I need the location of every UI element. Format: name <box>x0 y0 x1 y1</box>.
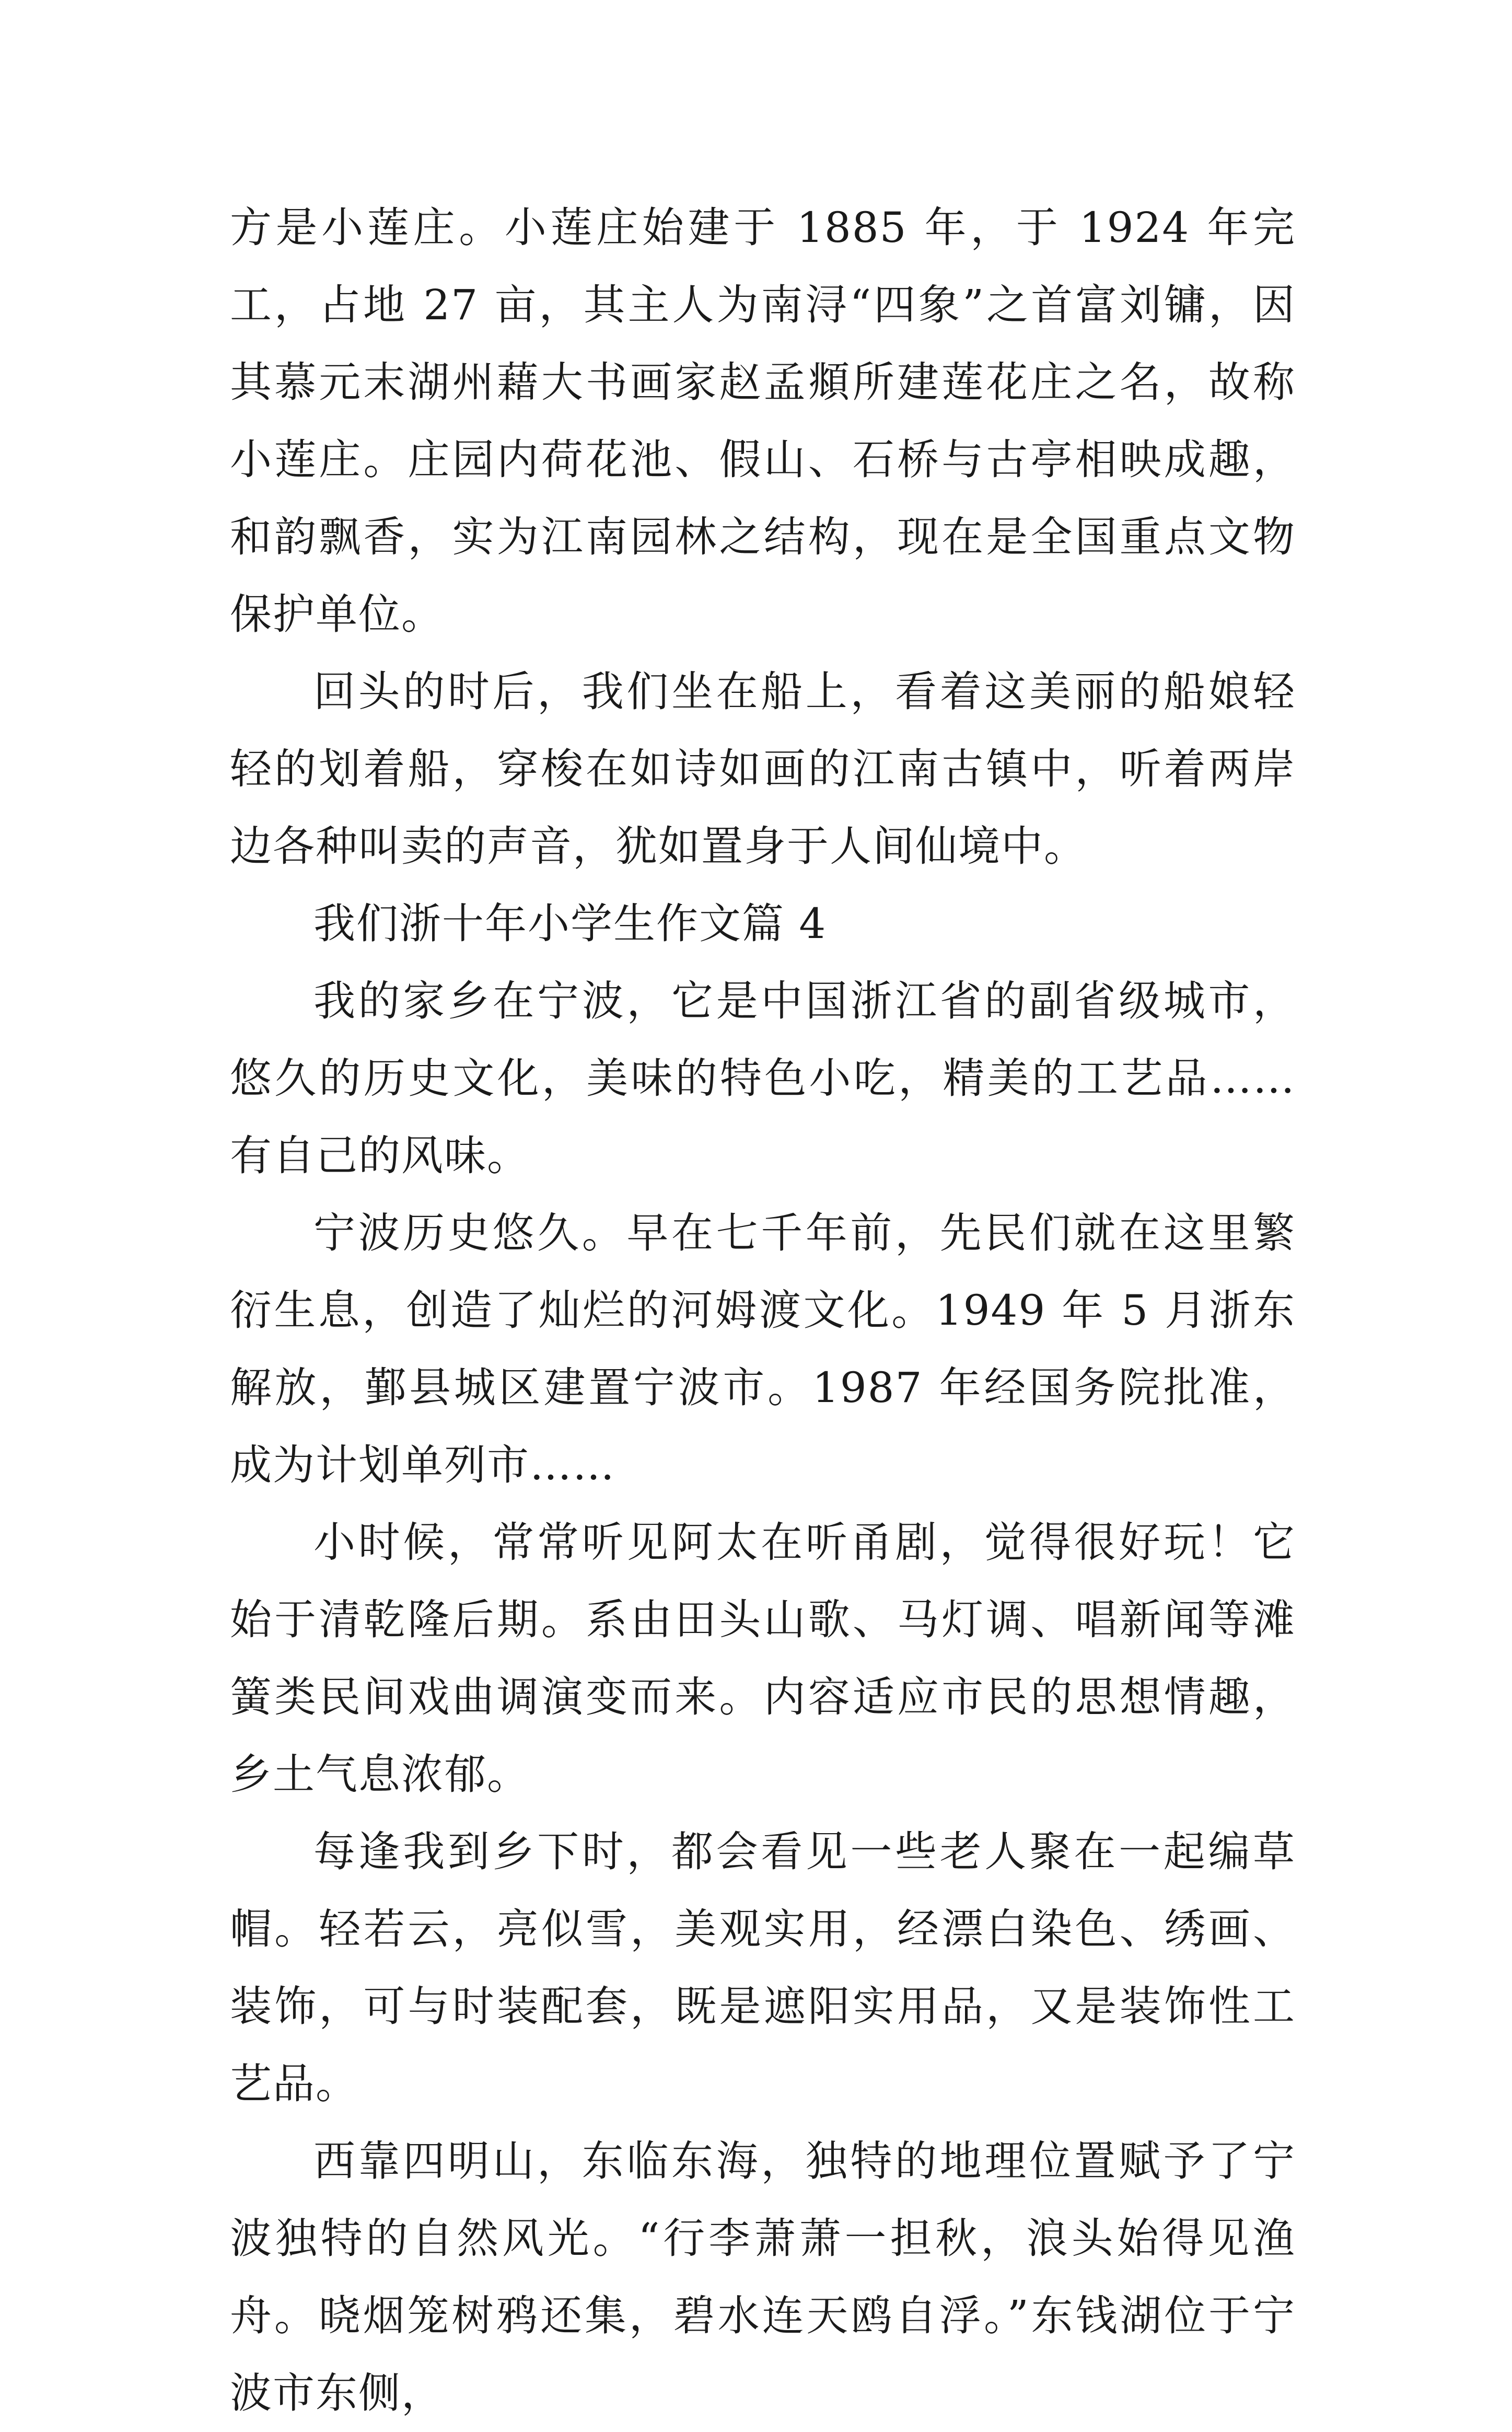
body-text <box>230 189 1296 2432</box>
paragraph-ningbo-history: 宁波历史悠久。早在七千年前，先民们就在这里繁衍生息，创造了灿烂的河姆渡文化。1949 年 5 月浙东解放，鄞县城区建置宁波市。1987 年经国务院批准，成为计划单列市…… <box>230 1209 1296 1489</box>
section-heading-essay-4: 我们浙十年小学生作文篇 4 <box>313 899 827 948</box>
paragraph-yong-opera: 小时候，常常听见阿太在听甬剧，觉得很好玩！它始于清乾隆后期。系由田头山歌、马灯调、唱新闻等滩簧类民间戏曲调演变而来。内容适应市民的思想情趣，乡土气息浓郁。 <box>230 1518 1296 1799</box>
paragraph-hometown-ningbo: 我的家乡在宁波，它是中国浙江省的副省级城市，悠久的历史文化，美味的特色小吃，精美的工艺品……有自己的风味。 <box>230 977 1296 1180</box>
paragraph-xiaolianzhuang: 方是小莲庄。小莲庄始建于 1885 年，于 1924 年完工，占地 27 亩，其主人为南浔“四象”之首富刘镛，因其慕元末湖州藉大书画家赵孟頫所建莲花庄之名，故称小莲庄。庄园内荷花池、假山、石桥与古亭相映成趣，和韵飘香，实为江南园林之结构，现在是全国重点文物保护单位。 <box>230 203 1296 639</box>
paragraph-straw-hats: 每逢我到乡下时，都会看见一些老人聚在一起编草帽。轻若云，亮似雪，美观实用，经漂白染色、绣画、装饰，可与时装配套，既是遮阳实用品，又是装饰性工艺品。 <box>230 1827 1296 2108</box>
paragraph-boat-ride: 回头的时后，我们坐在船上，看着这美丽的船娘轻轻的划着船，穿梭在如诗如画的江南古镇中，听着两岸边各种叫卖的声音，犹如置身于人间仙境中。 <box>230 667 1296 871</box>
paragraph-natural-scenery: 西靠四明山，东临东海，独特的地理位置赋予了宁波独特的自然风光。“行李萧萧一担秋，浪头始得见渔舟。晓烟笼树鸦还集，碧水连天鸥自浮。”东钱湖位于宁波市东侧， <box>230 2137 1296 2417</box>
